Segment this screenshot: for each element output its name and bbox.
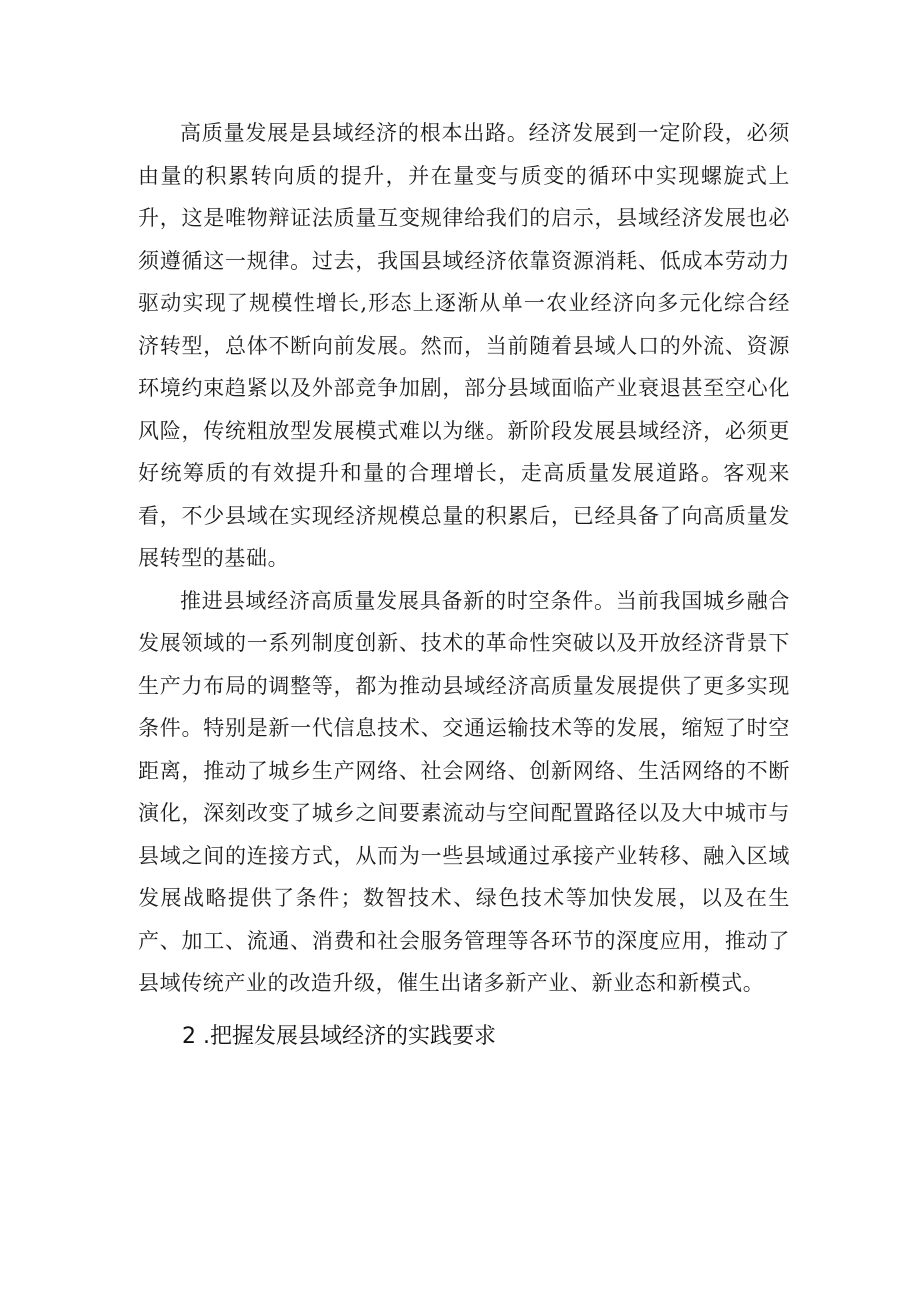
- section-heading: 2 .把握发展县域经济的实践要求: [182, 1023, 496, 1049]
- paragraph-1: 高质量发展是县域经济的根本出路。经济发展到一定阶段，必须由量的积累转向质的提升，并在量变与质变的循环中实现螺旋式上升，这是唯物辩证法质量互变规律给我们的启示，县域经济发展也必须遵循这一规律。过去，我国县域经济依靠资源消耗、低成本劳动力驱动实现了规模性增长,形态上逐渐从单一农业经济向多元化综合经济转型，总体不断向前发展。然而，当前随着县域人口的外流、资源环境约束趋紧以及外部竞争加剧，部分县域面临产业衰退甚至空心化风险，传统粗放型发展模式难以为继。新阶段发展县域经济，必须更好统筹质的有效提升和量的合理增长，走高质量发展道路。客观来看，不少县域在实现经济规模总量的积累后，已经具备了向高质量发展转型的基础。: [138, 121, 790, 570]
- paragraph-2: 推进县域经济高质量发展具备新的时空条件。当前我国城乡融合发展领域的一系列制度创新、技术的革命性突破以及开放经济背景下生产力布局的调整等，都为推动县域经济高质量发展提供了更多实现条件。特别是新一代信息技术、交通运输技术等的发展，缩短了时空距离，推动了城乡生产网络、社会网络、创新网络、生活网络的不断演化，深刻改变了城乡之间要素流动与空间配置路径以及大中城市与县域之间的连接方式，从而为一些县域通过承接产业转移、融入区域发展战略提供了条件；数智技术、绿色技术等加快发展，以及在生产、加工、流通、消费和社会服务管理等各环节的深度应用，推动了县域传统产业的改造升级，催生出诸多新产业、新业态和新模式。: [138, 588, 790, 995]
- document-body: [138, 112, 790, 1061]
